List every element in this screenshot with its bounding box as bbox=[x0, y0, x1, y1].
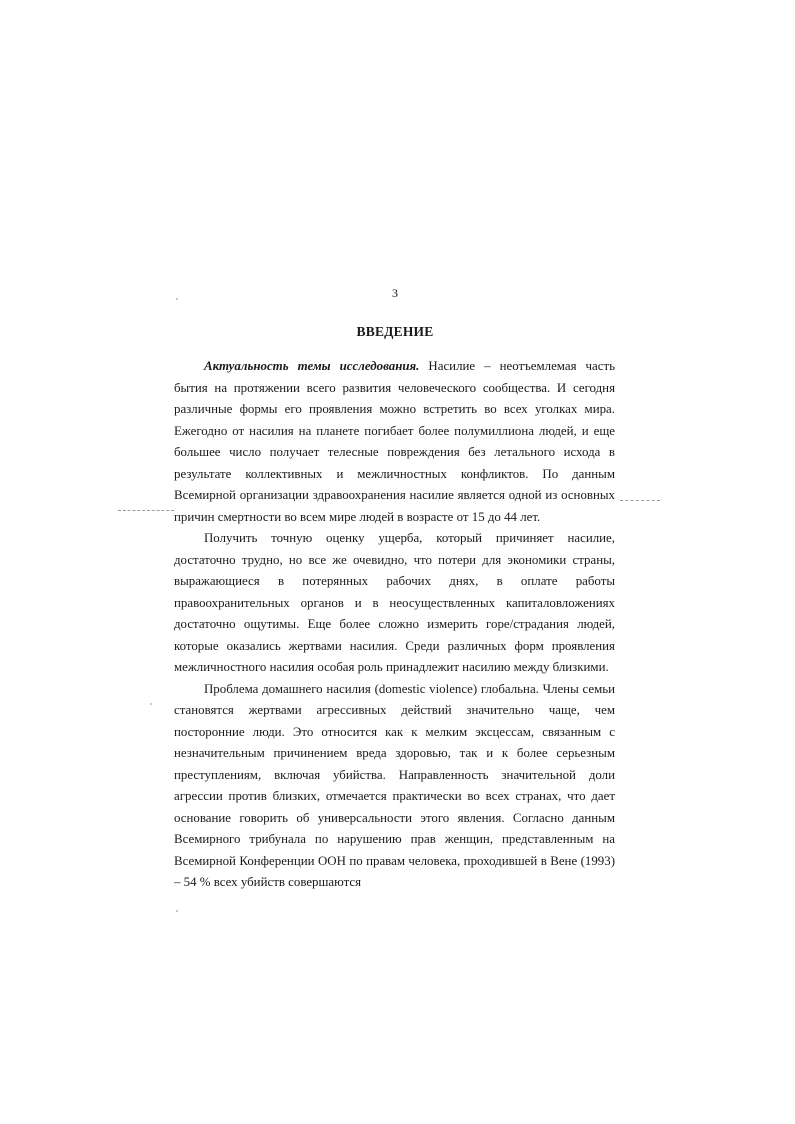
paragraph-damage bbox=[174, 528, 615, 679]
paragraph-text: Проблема домашнего насилия (domestic violence) глобальна. Члены семьи становятся жертвами агрессивных действий значительно чаще, чем посторонние люди. Это относится как к мелким эксцессам, связанным с незначительным причинением вреда здоровью, так и к более серьезным преступлениям, включая убийства. Направленность значительной доли агрессии против близких, отмечается практически во всех странах, что дает основание говорить об универсальности этого явления. Согласно данным Всемирного трибунала по нарушению прав женщин, представленным на Всемирной Конференции ООН по правам человека, проходившей в Вене (1993) – 54 % всех убийств совершаются bbox=[174, 681, 615, 889]
document-body bbox=[174, 356, 615, 894]
scan-line-right bbox=[620, 500, 660, 501]
scan-speck bbox=[176, 298, 178, 300]
paragraph-lead: Актуальность темы исследования. bbox=[204, 359, 420, 373]
paragraph-relevance bbox=[174, 356, 615, 528]
paragraph-text: Насилие – неотъемлемая часть бытия на протяжении всего развития человеческого сообщества. И сегодня различные формы его проявления можно встретить во всех уголках мира. Ежегодно от насилия на планете погибает более полумиллиона людей, и еще большее число получает телесные повреждения без летального исхода в результате коллективных и межличностных конфликтов. По данным Всемирной организации здравоохранения насилие является одной из основных причин смертности во всем мире людей в возрасте от 15 до 44 лет. bbox=[174, 359, 615, 524]
scan-speck bbox=[150, 703, 152, 705]
page-number: 3 bbox=[392, 286, 398, 300]
paragraph-domestic-violence bbox=[174, 679, 615, 894]
scan-speck bbox=[176, 910, 178, 912]
section-heading: ВВЕДЕНИЕ bbox=[356, 324, 434, 339]
paragraph-text: Получить точную оценку ущерба, который причиняет насилие, достаточно трудно, но все же очевидно, что потери для экономики страны, выражающиеся в потерянных рабочих днях, в оплате работы правоохранительных органов и в неосуществленных капиталовложениях достаточно ощутимы. Еще более сложно измерить горе/страдания людей, которые оказались жертвами насилия. Среди различных форм проявления межличностного насилия особая роль принадлежит насилию между близкими. bbox=[174, 531, 615, 674]
scan-line-left bbox=[118, 510, 174, 511]
